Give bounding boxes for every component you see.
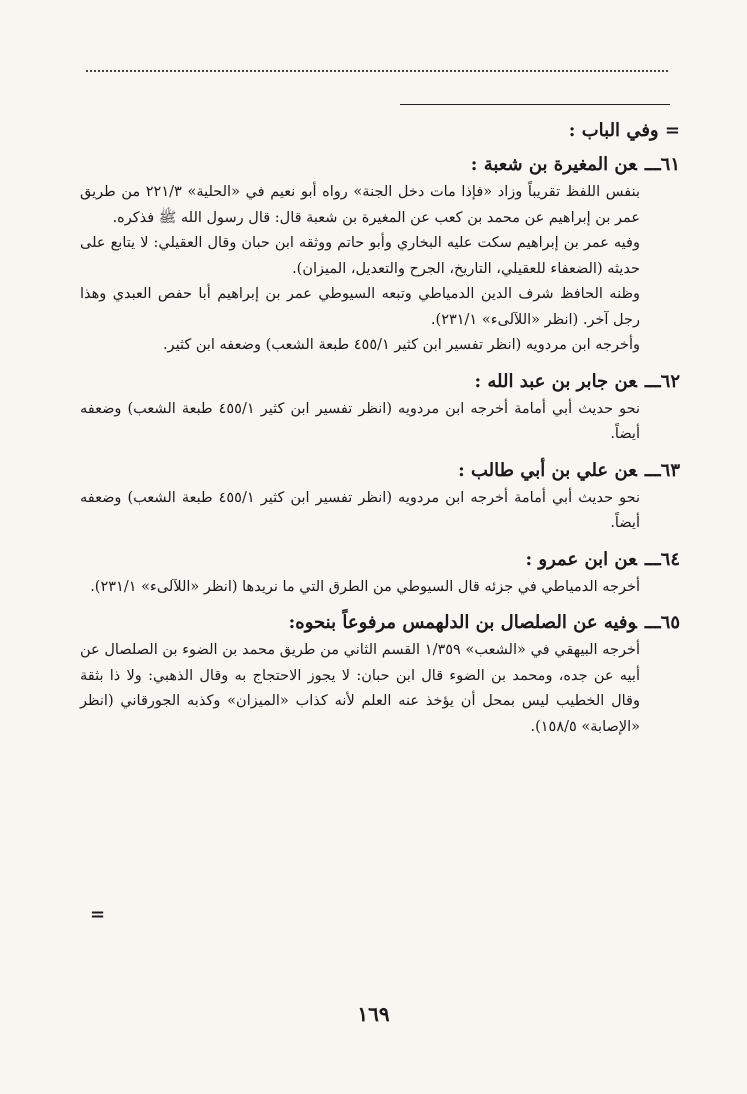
paragraph: نحو حديث أبي أمامة أخرجه ابن مردويه (انظر تفسير ابن كثير ٤٥٥/١ طبعة الشعب) وضعفه أيضاً.	[80, 400, 640, 442]
intro-mark: =	[664, 120, 680, 141]
paragraph: نحو حديث أبي أمامة أخرجه ابن مردويه (انظر تفسير ابن كثير ٤٥٥/١ طبعة الشعب) وضعفه أيضاً.	[80, 489, 640, 531]
entry-heading	[80, 608, 680, 638]
entry-62	[80, 367, 680, 448]
paragraph: بنفس اللفظ تقريباً وزاد «فإذا مات دخل الجنة» رواه أبو نعيم في «الحلية» ٢٢١/٣ من طريق عمر بن إبراهيم عن محمد بن كعب عن المغيرة بن شعبة قال: قال رسول الله ﷺ فذكره.	[80, 184, 640, 226]
entry-63	[80, 456, 680, 537]
entry-64	[80, 545, 680, 601]
page-number: ١٦٩	[357, 1002, 390, 1026]
entry-heading	[80, 367, 680, 397]
entry-body	[80, 486, 680, 537]
page-content	[80, 118, 680, 748]
entry-body	[80, 180, 680, 359]
entry-heading	[80, 456, 680, 486]
continuation-mark: =	[90, 904, 106, 925]
entry-body	[80, 638, 680, 740]
intro-label: وفي الباب :	[568, 120, 659, 141]
paragraph: أخرجه الدمياطي في جزئه قال السيوطي من الطرق التي ما نريدها (انظر «اللآلىء» ٢٣١/١).	[90, 578, 640, 595]
entry-title: وفيه عن الصلصال بن الدلهمس مرفوعاً بنحوه:	[288, 612, 637, 633]
entry-number: ٦٣ـــ	[644, 459, 680, 481]
entry-number: ٦٤ـــ	[644, 548, 680, 570]
paragraph: وأخرجه ابن مردويه (انظر تفسير ابن كثير ٤٥٥/١ طبعة الشعب) وضعفه ابن كثير.	[162, 337, 640, 353]
entry-heading	[80, 545, 680, 575]
paragraph: وفيه عمر بن إبراهيم سكت عليه البخاري وأبو حاتم ووثقه ابن حبان وقال العقيلي: لا يتابع على حديثه (الضعفاء للعقيلي، التاريخ، الجرح والتعديل، الميزان).	[80, 235, 640, 277]
dotted-separator	[86, 70, 668, 72]
entry-number: ٦١ـــ	[644, 154, 680, 175]
entry-heading	[80, 150, 680, 180]
entry-title: عن ابن عمرو :	[525, 548, 637, 570]
header-rule	[400, 104, 670, 105]
entry-title: عن جابر بن عبد الله :	[474, 370, 637, 392]
entry-number: ٦٥ـــ	[644, 612, 680, 633]
entry-61	[80, 150, 680, 359]
entry-body	[80, 575, 680, 601]
intro-line	[80, 118, 680, 144]
paragraph: وظنه الحافظ شرف الدين الدمياطي وتبعه السيوطي عمر بن إبراهيم أبا حفص العبدي وهذا رجل آخر. (انظر «اللآلىء» ٢٣١/١).	[80, 286, 640, 328]
entry-title: عن المغيرة بن شعبة :	[470, 154, 637, 175]
entry-number: ٦٢ـــ	[644, 370, 680, 392]
entry-65	[80, 608, 680, 740]
entry-body	[80, 397, 680, 448]
entry-title: عن علي بن أبي طالب :	[458, 459, 637, 481]
paragraph: أخرجه البيهقي في «الشعب» ١/٣٥٩ القسم الثاني من طريق محمد بن الضوء بن الصلصال عن أبيه عن جده، ومحمد بن الضوء قال ابن حبان: لا يجوز الاحتجاج به وقال الذهبي: ولا ذا بثقة وقال الخطيب ليس بمحل أن يؤخذ عنه العلم لأنه كذاب «الميزان» وكذبه الجورقاني (انظر «الإصابة» ١٥٨/٥).	[80, 642, 641, 735]
